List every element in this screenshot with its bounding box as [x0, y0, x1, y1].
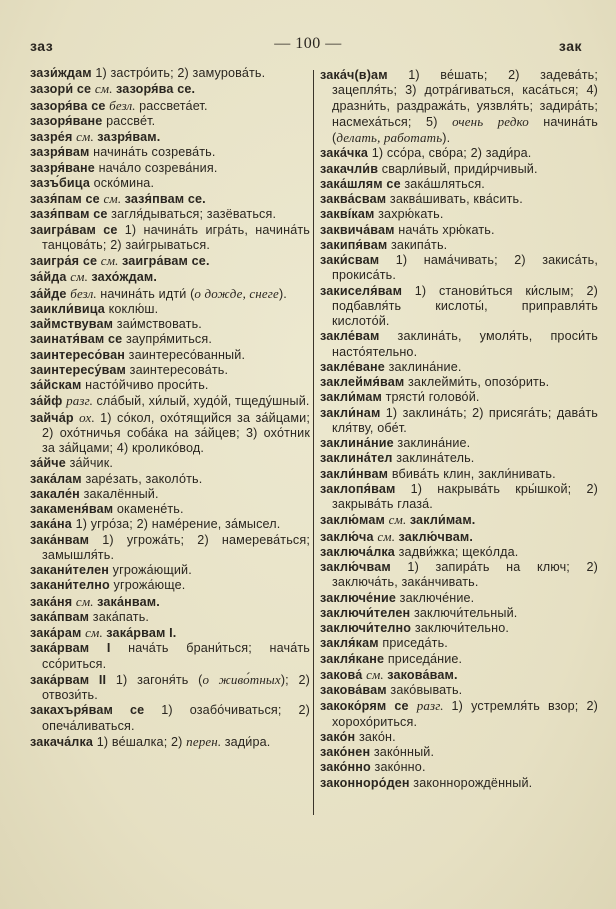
- translation: угрожа́юще.: [113, 578, 186, 593]
- headword: закле́ване: [320, 359, 389, 374]
- headword: закани́телно: [30, 578, 114, 593]
- headword: зака́лам: [30, 471, 86, 486]
- dictionary-entry: [30, 517, 310, 532]
- headword: зазя́пвам се: [30, 207, 112, 222]
- translation: 1) заклина́ть; 2) присяга́ть; дава́ть кля́тву, обе́т.: [332, 405, 599, 435]
- translation: задви́жка; щеко́лда.: [398, 544, 519, 559]
- translation: угрожа́ющий.: [112, 563, 192, 577]
- dictionary-entry: [320, 390, 598, 405]
- headword: зака́рвам I.: [106, 626, 177, 640]
- headword: заклина́тел: [320, 451, 397, 466]
- headword: заигра́я се: [30, 254, 101, 268]
- label-italic: делать, работать: [336, 130, 443, 145]
- dictionary-entry: [320, 284, 598, 330]
- dictionary-entry: [320, 223, 598, 238]
- label-italic: разг.: [66, 393, 97, 409]
- headword: зазре́я: [30, 130, 77, 144]
- headword: зази́ждам: [30, 66, 96, 80]
- dictionary-entry: [30, 393, 310, 409]
- dictionary-entry: [30, 161, 310, 176]
- headword: за́йда: [30, 270, 71, 285]
- dictionary-entry: [30, 378, 310, 393]
- headword: зака́на: [30, 517, 76, 532]
- translation: 1) загоня́ть (: [115, 672, 203, 687]
- headword: займствувам: [30, 317, 117, 331]
- translation: нача́ть хрю́кать.: [398, 222, 495, 237]
- dictionary-entry: [30, 610, 310, 625]
- headword: зака́ня: [30, 594, 76, 609]
- label-italic: о дожде, снеге: [194, 285, 279, 301]
- dictionary-entry: [30, 348, 310, 363]
- translation: заклина́тель.: [396, 451, 475, 466]
- dictionary-entry: [30, 98, 310, 114]
- headword: заклю́мам: [320, 513, 389, 528]
- headword: зазоря́ва се: [30, 98, 110, 113]
- translation: заклина́ть, умоля́ть, проси́ть насто́ятельно.: [332, 329, 598, 359]
- translation: заклина́ние.: [388, 359, 462, 374]
- dictionary-entry: [320, 238, 598, 253]
- headword: законноро́ден: [320, 775, 414, 790]
- label-italic: см.: [388, 512, 410, 528]
- translation: заключе́ние.: [399, 590, 475, 605]
- dictionary-entry: [320, 512, 598, 528]
- dictionary-entry: [320, 177, 598, 192]
- dictionary-entry: [30, 625, 310, 641]
- dictionary-entry: [30, 472, 310, 487]
- label-italic: см.: [377, 528, 399, 544]
- headword: зако́нно: [320, 760, 375, 775]
- headword: за́йде: [30, 286, 71, 301]
- headword: закача́лка: [30, 734, 97, 749]
- headword: заклю́чвам.: [398, 529, 474, 544]
- label-italic: разг.: [416, 698, 452, 714]
- translation: за́йчик.: [69, 456, 114, 471]
- headword: зака́нвам: [30, 532, 103, 547]
- dictionary-entry: [320, 467, 598, 482]
- translation: сварли́вый, приди́рчивый.: [381, 161, 538, 176]
- translation: заключи́тельный.: [413, 605, 518, 620]
- dictionary-entry: [320, 192, 598, 207]
- dictionary-entry: [320, 482, 598, 513]
- dictionary-entry: [30, 145, 310, 160]
- dictionary-entry: [320, 146, 598, 161]
- headword: заклопя́вам: [320, 481, 411, 496]
- headword: заигра́вам се: [30, 222, 125, 237]
- headword: зазоря́ва се.: [116, 82, 196, 97]
- dictionary-entry: [30, 734, 310, 750]
- dictionary-entry: [320, 451, 598, 466]
- translation: закипа́ть.: [391, 237, 448, 252]
- headword: заклеймя́вам: [320, 375, 408, 389]
- translation: насто́йчиво проси́ть.: [85, 378, 209, 392]
- headword: заигра́вам се.: [121, 254, 210, 268]
- translation: заинтересо́ванный.: [128, 347, 246, 362]
- translation: 1) нама́чивать; 2) закиса́ть, прокиса́ть.: [332, 253, 598, 283]
- translation: 1) станови́ться ки́слым; 2) подбавля́ть кислоты́, приправля́ть кислото́й.: [332, 283, 598, 328]
- headword: заинтересу́вам: [30, 362, 130, 377]
- translation: закалённый.: [83, 486, 159, 501]
- label-italic: см.: [100, 253, 122, 268]
- headword: закова́вам.: [387, 667, 458, 682]
- translation: трясти́ голово́й.: [385, 390, 480, 405]
- translation: приседа́ние.: [387, 651, 463, 666]
- left-column: [30, 66, 310, 750]
- translation: заключи́тельно.: [414, 621, 510, 635]
- headword: зака́рвам II: [30, 672, 116, 687]
- dictionary-entry: [30, 410, 310, 457]
- page-number: — 100 —: [274, 35, 342, 52]
- headword: закаменя́вам: [30, 502, 117, 516]
- label-italic: очень редко: [452, 113, 544, 129]
- dictionary-entry: [320, 667, 598, 683]
- translation: заре́зать, заколо́ть.: [85, 471, 203, 486]
- translation: 1) накрыва́ть кры́шкой; 2) закрыва́ть глаза́.: [332, 481, 598, 511]
- translation: 1) ссо́ра, сво́ра; 2) зади́ра.: [371, 146, 532, 161]
- headword: заквíкам: [320, 207, 379, 222]
- dictionary-entry: [320, 545, 598, 560]
- headword: закахъря́вам се: [30, 703, 162, 718]
- dictionary-entry: [320, 436, 598, 451]
- translation: зако́вывать.: [390, 683, 463, 697]
- translation: заклина́ние.: [397, 436, 471, 450]
- translation: зако́нный.: [373, 745, 435, 759]
- headword: заквича́вам: [320, 222, 399, 237]
- translation: рассве́т.: [106, 113, 156, 128]
- translation: заупря́миться.: [125, 332, 212, 347]
- dictionary-entry: [320, 760, 598, 775]
- translation: рассвета́ет.: [139, 98, 208, 113]
- dictionary-entry: [320, 560, 598, 591]
- dictionary-entry: [30, 332, 310, 347]
- translation: законнорождённый.: [413, 775, 533, 790]
- translation: 1) угрожа́ть; 2) намерева́ться; замышля́ть.: [42, 532, 310, 562]
- translation: начина́ть идти́ (: [100, 286, 195, 301]
- header-left-guideword: заз: [30, 38, 54, 54]
- headword: за́йф: [30, 394, 67, 409]
- translation: 1) застро́ить; 2) замурова́ть.: [95, 66, 266, 80]
- dictionary-entry: [30, 269, 310, 285]
- headword: заикли́вица: [30, 301, 109, 316]
- translation: зако́н.: [358, 729, 396, 744]
- dictionary-entry: [30, 191, 310, 207]
- dictionary-entry: [30, 286, 310, 302]
- headword: закли́нам: [320, 405, 386, 420]
- dictionary-entry: [30, 317, 310, 332]
- dictionary-entry: [30, 533, 310, 564]
- headword: заклю́ча: [320, 529, 378, 544]
- headword: закля́кам: [320, 636, 383, 651]
- dictionary-entry: [30, 207, 310, 222]
- translation: 1) со́кол, охо́тящийся за за́йцами; 2) охо́тничья соба́ка на за́йцев; 3) охо́тник за за́йцами; 4) кролико́вод.: [42, 410, 310, 455]
- translation: зака́пать.: [92, 609, 150, 624]
- translation: 1) запира́ть на ключ; 2) заключа́ть, зака́нчивать.: [332, 560, 598, 590]
- headword: зазори́ се: [30, 82, 95, 97]
- headword: заклю́чвам: [320, 560, 408, 574]
- translation: зако́нно.: [374, 760, 426, 775]
- headword: за́йче: [30, 456, 70, 471]
- translation: сла́бый, хи́лый, худо́й, тщеду́шный.: [96, 394, 310, 409]
- headword: закова́вам: [320, 683, 391, 697]
- dictionary-entry: [320, 698, 598, 730]
- label-italic: см.: [76, 129, 98, 144]
- label-italic: см.: [103, 191, 125, 206]
- label-italic: см.: [366, 666, 388, 682]
- headword: захо́ждам.: [91, 270, 157, 285]
- translation: 1) ве́шать; 2) задева́ть; зацепля́ть; 3) дотра́гиваться, каса́ться; 4) дразни́ть, раздража́ть, уязвля́ть; задира́ть; насмеха́ться; 5): [332, 68, 598, 129]
- headword: зака́пвам: [30, 609, 93, 624]
- header-right-guideword: зак: [558, 38, 582, 54]
- dictionary-entry: [320, 529, 598, 545]
- dictionary-entry: [320, 329, 598, 360]
- headword: закова́: [320, 667, 367, 682]
- dictionary-entry: [320, 162, 598, 177]
- dictionary-entry: [320, 683, 598, 698]
- translation: окамене́ть.: [116, 502, 184, 516]
- translation: нача́ть брани́ться; нача́ть ссо́риться.: [42, 641, 310, 671]
- translation: 1) ве́шалка; 2): [96, 734, 187, 749]
- headword: заква́свам: [320, 192, 390, 206]
- dictionary-entry: [30, 594, 310, 610]
- dictionary-entry: [320, 636, 598, 651]
- translation: начина́ть созрева́ть.: [93, 145, 216, 160]
- dictionary-entry: [30, 578, 310, 593]
- dictionary-entry: [320, 652, 598, 667]
- translation: 1) угро́за; 2) наме́рение, за́мысел.: [75, 517, 281, 532]
- dictionary-entry: [30, 253, 310, 269]
- headword: зазря́ване: [30, 160, 99, 175]
- headword: заинтересо́ван: [30, 347, 129, 362]
- dictionary-entry: [320, 253, 598, 284]
- headword: закли́мам.: [409, 513, 476, 528]
- headword: заключа́лка: [320, 544, 399, 559]
- headword: зака́ч(в)ам: [320, 68, 409, 82]
- translation: заи́мствовать.: [116, 317, 202, 331]
- dictionary-entry: [30, 487, 310, 502]
- label-italic: перен.: [186, 733, 225, 749]
- label-italic: безл.: [109, 97, 140, 113]
- label-italic: о живо́тных: [202, 671, 281, 687]
- translation: вбива́ть клин, закли́нивать.: [391, 466, 556, 481]
- headword: зазря́вам: [30, 145, 94, 160]
- dictionary-entry: [320, 406, 598, 437]
- dictionary-entry: [30, 223, 310, 254]
- translation: загля́дываться; зазёваться.: [111, 207, 277, 222]
- dictionary-entry: [30, 502, 310, 517]
- translation: приседа́ть.: [382, 636, 448, 651]
- dictionary-entry: [320, 776, 598, 791]
- dictionary-entry: [30, 302, 310, 317]
- translation: оско́мина.: [93, 175, 155, 190]
- label-italic: ох.: [79, 409, 101, 425]
- headword: заключе́ние: [320, 590, 400, 605]
- translation: ).: [442, 131, 451, 145]
- headword: зазя́пам се: [30, 192, 104, 206]
- translation: нача́ло созрева́ния.: [98, 160, 218, 175]
- dictionary-entry: [30, 672, 310, 704]
- translation: 1) начина́ть игра́ть, начина́ть танцова́ть; 2) заи́грываться.: [42, 222, 310, 252]
- translation: 1) озабо́чиваться; 2) опеча́ливаться.: [42, 703, 310, 733]
- translation: заинтересова́ть.: [129, 362, 229, 377]
- headword: закли́нвам: [320, 466, 392, 481]
- headword: закани́телен: [30, 563, 113, 577]
- translation: заклейми́ть, опозо́рить.: [408, 375, 550, 389]
- dictionary-entry: [30, 456, 310, 471]
- label-italic: см.: [94, 81, 117, 97]
- translation: захрю́кать.: [378, 207, 444, 222]
- headword: заки́свам: [320, 253, 396, 267]
- dictionary-entry: [320, 375, 598, 390]
- headword: зазря́вам.: [97, 130, 161, 144]
- headword: закале́н: [30, 486, 84, 501]
- label-italic: см.: [75, 593, 98, 609]
- headword: зака́рам: [30, 626, 86, 640]
- translation: ); 2) отвози́ть.: [42, 672, 310, 702]
- label-italic: безл.: [70, 285, 101, 301]
- dictionary-entry: [320, 360, 598, 375]
- dictionary-entry: [320, 606, 598, 621]
- dictionary-entry: [320, 745, 598, 760]
- label-italic: см.: [70, 269, 92, 285]
- headword: зайча́р: [30, 410, 80, 425]
- translation: зака́шляться.: [404, 176, 485, 191]
- headword: зака́нвам.: [97, 594, 160, 609]
- dictionary-entry: [320, 68, 598, 146]
- headword: за́йскам: [30, 378, 86, 392]
- translation: 1) устремля́ть взор; 2) хорохо́риться.: [332, 699, 599, 729]
- headword: заинатя́вам се: [30, 332, 126, 347]
- translation: ).: [278, 286, 287, 301]
- dictionary-entry: [30, 114, 310, 129]
- headword: заключи́телен: [320, 605, 414, 620]
- dictionary-entry: [30, 81, 310, 97]
- translation: начина́ть (: [332, 114, 598, 145]
- dictionary-entry: [320, 621, 598, 636]
- dictionary-entry: [320, 730, 598, 745]
- dictionary-entry: [30, 129, 310, 145]
- headword: зака́рвам I: [30, 641, 129, 656]
- headword: закипя́вам: [320, 237, 391, 252]
- column-divider: [313, 70, 314, 815]
- dictionary-entry: [30, 641, 310, 672]
- headword: закли́мам: [320, 390, 386, 405]
- headword: зазя́пвам се.: [124, 192, 206, 206]
- translation: зади́ра.: [224, 734, 271, 749]
- dictionary-entry: [30, 363, 310, 378]
- dictionary-entry: [320, 591, 598, 606]
- dictionary-entry: [30, 563, 310, 578]
- headword: зака́шлям се: [320, 176, 405, 191]
- headword: закле́вам: [320, 329, 398, 344]
- headword: закля́кане: [320, 651, 388, 666]
- headword: заклина́ние: [320, 436, 398, 450]
- dictionary-entry: [30, 66, 310, 81]
- headword: зазоря́ване: [30, 113, 107, 128]
- label-italic: см.: [85, 625, 107, 640]
- translation: коклю́ш.: [108, 301, 159, 316]
- dictionary-entry: [320, 207, 598, 222]
- headword: закачли́в: [320, 161, 382, 176]
- headword: зако́н: [320, 729, 359, 744]
- translation: заква́шивать, ква́сить.: [389, 192, 523, 206]
- right-column: [320, 68, 598, 791]
- dictionary-entry: [30, 703, 310, 734]
- headword: зако́нен: [320, 745, 374, 759]
- headword: зака́чка: [320, 146, 372, 161]
- dictionary-entry: [30, 176, 310, 191]
- headword: заключи́телно: [320, 621, 415, 635]
- headword: закоко́рям се: [320, 699, 417, 714]
- headword: зазъ́бица: [30, 175, 94, 190]
- headword: закиселя́вам: [320, 283, 415, 298]
